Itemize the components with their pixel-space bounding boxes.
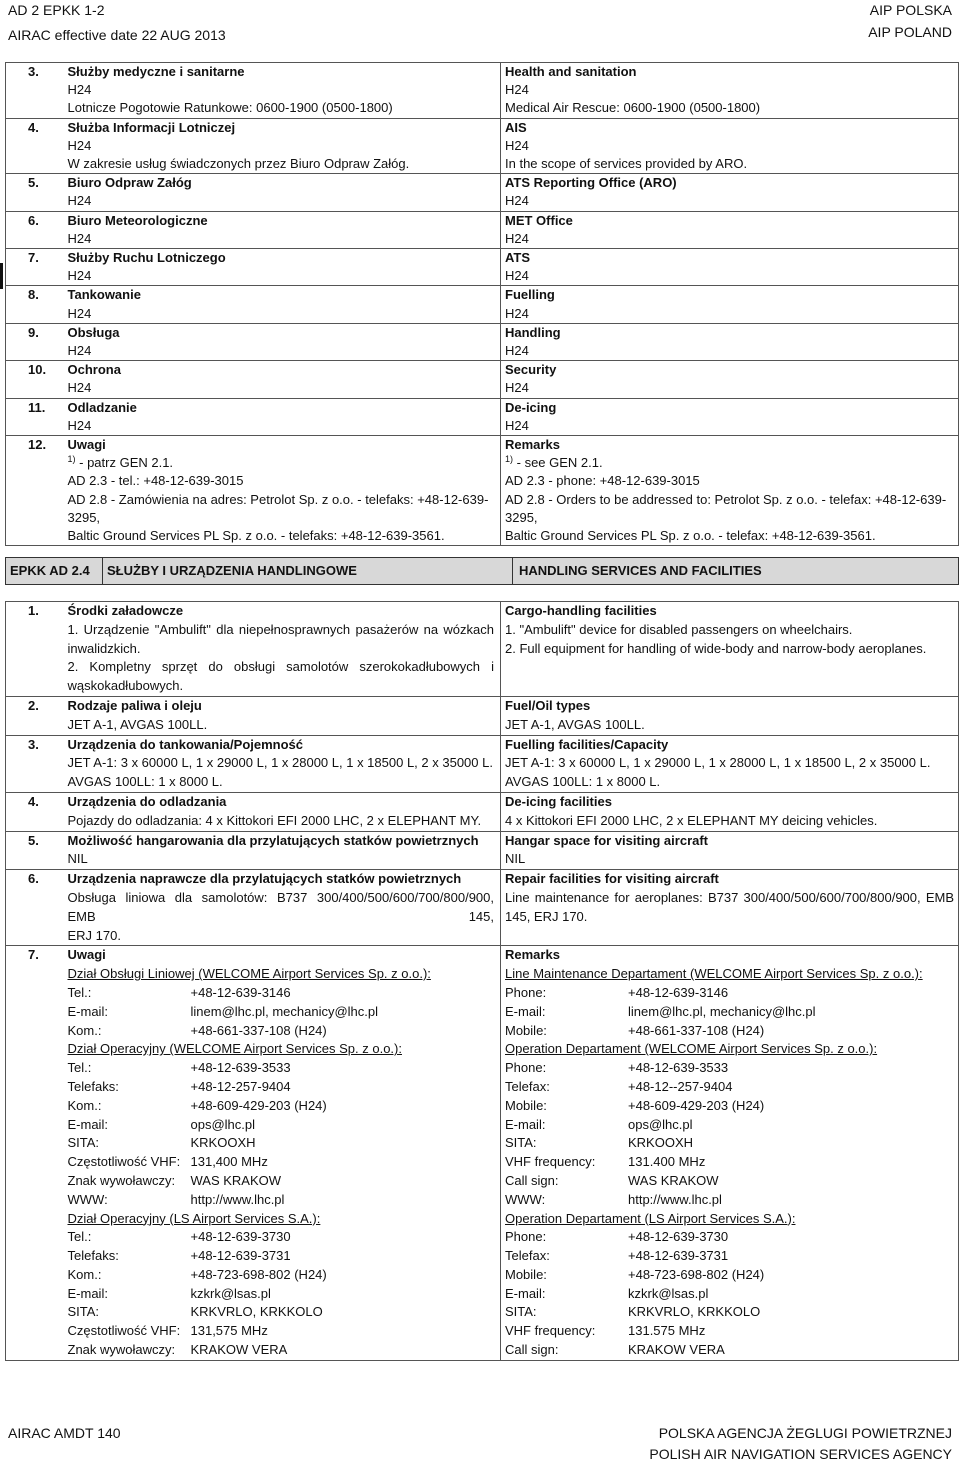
remarks-pl-title: Uwagi — [67, 437, 106, 453]
repair-pl-cell — [64, 870, 501, 946]
cargo-pl-line: wąskokadłubowych. — [67, 678, 184, 694]
service-en-line: H24 — [505, 268, 529, 284]
contact-value: linem@lhc.pl, mechanicy@lhc.pl — [628, 1003, 816, 1019]
contact-label: Tel.: — [67, 1060, 92, 1076]
contact-row — [505, 1172, 954, 1191]
service-en-cell — [501, 249, 959, 286]
row-number: 6. — [6, 870, 64, 946]
contact-value: KRAKOW VERA — [190, 1342, 288, 1358]
deicing-pl-cell — [64, 792, 501, 831]
table-row — [6, 211, 959, 248]
service-pl-title: Biuro Meteorologiczne — [67, 212, 208, 228]
operational-hours-body — [6, 63, 959, 436]
service-en-title: ATS Reporting Office (ARO) — [505, 175, 677, 191]
service-pl-title: Obsługa — [67, 324, 120, 340]
section-title-pl: SŁUŻBY I URZĄDZENIA HANDLINGOWE — [103, 558, 513, 584]
repair-pl-line: ERJ 170. — [67, 927, 121, 943]
contact-row — [505, 1285, 954, 1304]
contact-value: +48-12-639-3533 — [190, 1060, 291, 1076]
service-en-title: AIS — [505, 119, 527, 135]
repair-pl-line: Obsługa liniowa dla samolotów: B737 300/400/500/600/700/800/900, EMB 145, — [67, 889, 494, 924]
contact-label: E-mail: — [505, 1285, 546, 1301]
contact-label: Telefax: — [505, 1078, 550, 1094]
contact-group-heading: Line Maintenance Departament (WELCOME Airport Services Sp. z o.o.): — [505, 966, 923, 982]
remarks-pl-contacts-cell — [64, 946, 501, 1361]
contact-value: +48-609-429-203 (H24) — [190, 1097, 327, 1113]
contact-row — [505, 1247, 954, 1266]
contact-row — [505, 1303, 954, 1322]
hangar-en-title: Hangar space for visiting aircraft — [505, 832, 709, 848]
remarks-pl-line: AD 2.8 - Zamówienia na adres: Petrolot Sp. z o.o. - telefaks: +48-12-639-3295, — [67, 491, 489, 525]
amendment-change-bar — [0, 263, 3, 289]
contact-label: Phone: — [505, 1229, 547, 1245]
hangar-pl-title: Możliwość hangarowania dla przylatujących statków powietrznych — [67, 832, 479, 848]
service-pl-title: Służby medyczne i sanitarne — [67, 64, 245, 79]
hangar-en-line: NIL — [505, 851, 526, 867]
row-number: 7. — [6, 946, 64, 1361]
remarks-pl-line: Baltic Ground Services PL Sp. z o.o. - telefaks: +48-12-639-3561. — [67, 528, 445, 544]
service-en-line: H24 — [505, 82, 529, 98]
contact-label: E-mail: — [67, 1116, 108, 1132]
contact-label: E-mail: — [505, 1003, 546, 1019]
contact-value: +48-12-257-9404 — [190, 1078, 291, 1094]
service-pl-cell — [64, 211, 501, 248]
contact-value: http://www.lhc.pl — [628, 1191, 722, 1207]
contact-value: +48-12-639-3731 — [190, 1248, 291, 1264]
contact-value: KRAKOW VERA — [628, 1342, 725, 1358]
row-number: 4. — [6, 118, 64, 174]
contact-row — [505, 1078, 954, 1097]
contact-row — [68, 1022, 495, 1041]
service-en-cell — [501, 361, 959, 398]
contact-value: 131,575 MHz — [190, 1323, 268, 1339]
contact-group-heading: Dział Operacyjny (LS Airport Services S.A.): — [67, 1210, 321, 1226]
contact-label: Call sign: — [505, 1172, 559, 1188]
contact-value: +48-609-429-203 (H24) — [628, 1097, 765, 1113]
row-number: 11. — [6, 398, 64, 435]
fuelling-pl-line: JET A-1: 3 x 60000 L, 1 x 29000 L, 1 x 28000 L, 1 x 18500 L, 2 x 35000 L. — [67, 755, 493, 771]
contact-value: +48-723-698-802 (H24) — [628, 1266, 765, 1282]
contact-row — [68, 1322, 495, 1341]
service-en-cell — [501, 398, 959, 435]
deicing-pl-line: Pojazdy do odladzania: 4 x Kittokori EFI 2000 LHC, 2 x ELEPHANT MY. — [67, 812, 482, 828]
contact-row — [505, 1003, 954, 1022]
row-number: 4. — [6, 792, 64, 831]
contact-value: kzkrk@lsas.pl — [628, 1285, 709, 1301]
contact-label: Phone: — [505, 984, 547, 1000]
contact-row — [68, 1228, 495, 1247]
service-en-line: H24 — [505, 230, 529, 246]
contact-row — [68, 1303, 495, 1322]
contact-value: KRKVRLO, KRKKOLO — [190, 1304, 323, 1320]
contact-value: KRKOOXH — [628, 1135, 694, 1151]
service-en-line: H24 — [505, 417, 529, 433]
remarks-en-contacts-cell — [501, 946, 959, 1361]
contact-row — [68, 1266, 495, 1285]
service-en-title: ATS — [505, 250, 531, 266]
section-code: EPKK AD 2.4 — [6, 558, 103, 584]
deicing-pl-title: Urządzenia do odladzania — [67, 793, 227, 809]
row-number: 1. — [6, 602, 64, 697]
cargo-pl-line: 1. Urządzenie "Ambulift" dla niepełnosprawnych pasażerów na wózkach — [67, 621, 494, 637]
table-row — [6, 870, 959, 946]
contact-value: +48-12-639-3533 — [628, 1060, 729, 1076]
contact-label: WWW: — [505, 1191, 546, 1207]
fuelling-pl-title: Urządzenia do tankowania/Pojemność — [67, 736, 303, 752]
service-pl-line: H24 — [67, 193, 92, 209]
section-title-en: HANDLING SERVICES AND FACILITIES — [519, 563, 762, 578]
agency-name-pl: POLSKA AGENCJA ŻEGLUGI POWIETRZNEJ — [658, 1425, 952, 1441]
remarks-en-title: Remarks — [505, 437, 560, 453]
table-row — [6, 63, 959, 119]
contact-value: WAS KRAKOW — [190, 1172, 282, 1188]
cargo-pl-cell — [64, 602, 501, 697]
remarks-pl-cell — [64, 436, 501, 546]
row-number: 8. — [6, 286, 64, 323]
service-pl-cell — [64, 361, 501, 398]
contact-group-heading: Dział Operacyjny (WELCOME Airport Services Sp. z o.o.): — [67, 1041, 402, 1057]
row-number: 5. — [6, 174, 64, 211]
service-pl-title: Ochrona — [67, 362, 121, 378]
contact-row — [68, 1059, 495, 1078]
cargo-pl-title: Środki załadowcze — [67, 603, 184, 618]
agency-name-en: POLISH AIR NAVIGATION SERVICES AGENCY — [649, 1446, 952, 1461]
contact-label: Znak wywoławczy: — [67, 1342, 176, 1358]
fuel-types-pl-title: Rodzaje paliwa i oleju — [67, 697, 202, 713]
contact-label: Częstotliwość VHF: — [67, 1323, 181, 1339]
contact-label: WWW: — [67, 1191, 108, 1207]
fuelling-pl-line: AVGAS 100LL: 1 x 8000 L. — [67, 774, 223, 790]
service-en-cell — [501, 63, 959, 119]
section-heading-bar — [5, 557, 959, 585]
service-pl-cell — [64, 118, 501, 174]
contact-group-heading: Dział Obsługi Liniowej (WELCOME Airport Services Sp. z o.o.): — [67, 966, 431, 982]
table-row — [6, 946, 959, 1361]
contact-value: ops@lhc.pl — [628, 1116, 693, 1132]
contact-label: Kom.: — [67, 1266, 102, 1282]
table-row — [6, 735, 959, 792]
hangar-en-cell — [501, 831, 959, 870]
fuelling-pl-cell — [64, 735, 501, 792]
contact-row — [505, 1322, 954, 1341]
contact-value: WAS KRAKOW — [628, 1172, 719, 1188]
deicing-en-line: 4 x Kittokori EFI 2000 LHC, 2 x ELEPHANT MY deicing vehicles. — [505, 812, 878, 828]
note-text: - patrz GEN 2.1. — [75, 455, 174, 471]
table-row — [6, 323, 959, 360]
service-en-cell — [501, 118, 959, 174]
contact-label: E-mail: — [67, 1003, 108, 1019]
contact-value: KRKOOXH — [190, 1135, 256, 1151]
contact-label: Znak wywoławczy: — [67, 1172, 176, 1188]
service-pl-line: H24 — [67, 305, 92, 321]
remarks-en-line: AD 2.8 - Orders to be addressed to: Petrolot Sp. z o.o. - telefax: +48-12-639-3295, — [505, 491, 947, 525]
repair-en-line: Line maintenance for aeroplanes: B737 300/400/500/600/700/800/900, EMB — [505, 889, 954, 905]
contact-label: Tel.: — [67, 1229, 92, 1245]
contact-label: Tel.: — [67, 984, 92, 1000]
service-pl-line: W zakresie usług świadczonych przez Biuro Odpraw Załóg. — [67, 156, 410, 172]
cargo-pl-line: inwalidzkich. — [67, 640, 141, 656]
contact-label: Mobile: — [505, 1097, 547, 1113]
repair-en-line: 145, ERJ 170. — [505, 908, 588, 924]
contact-row — [505, 1266, 954, 1285]
service-en-cell — [501, 286, 959, 323]
contact-row — [68, 1134, 495, 1153]
handling-services-table — [5, 601, 959, 1361]
service-en-title: Health and sanitation — [505, 64, 637, 79]
contact-label: SITA: — [67, 1304, 100, 1320]
service-pl-line: H24 — [67, 82, 92, 98]
repair-en-cell — [501, 870, 959, 946]
airac-effective-date: AIRAC effective date 22 AUG 2013 — [8, 27, 226, 43]
contact-row — [68, 1285, 495, 1304]
row-number: 10. — [6, 361, 64, 398]
service-pl-line: Lotnicze Pogotowie Ratunkowe: 0600-1900 (0500-1800) — [67, 100, 393, 116]
deicing-en-title: De-icing facilities — [505, 793, 612, 809]
contact-row — [68, 984, 495, 1003]
remarks-en-line: Baltic Ground Services PL Sp. z o.o. - telefax: +48-12-639-3561. — [505, 528, 876, 544]
service-pl-title: Odladzanie — [67, 399, 137, 415]
table-row — [6, 696, 959, 735]
table-row — [6, 792, 959, 831]
contact-label: VHF frequency: — [505, 1154, 596, 1170]
cargo-pl-line: 2. Kompletny sprzęt do obsługi samolotów szerokokadłubowych i — [67, 659, 494, 675]
contact-value: KRKVRLO, KRKKOLO — [628, 1304, 761, 1320]
service-pl-title: Tankowanie — [67, 287, 141, 303]
service-pl-line: H24 — [67, 417, 92, 433]
service-en-line: H24 — [505, 137, 529, 153]
remarks-en-title: Remarks — [505, 947, 560, 963]
repair-pl-title: Urządzenia naprawcze dla przylatujących statków powietrznych — [67, 871, 462, 887]
fuel-types-pl-cell — [64, 696, 501, 735]
service-en-line: H24 — [505, 380, 529, 396]
service-pl-cell — [64, 249, 501, 286]
contact-label: Kom.: — [67, 1097, 102, 1113]
contact-row — [505, 1191, 954, 1210]
contact-row — [505, 1341, 954, 1360]
contact-row — [68, 1172, 495, 1191]
service-en-title: MET Office — [505, 212, 573, 228]
remarks-pl-line: AD 2.3 - tel.: +48-12-639-3015 — [67, 473, 244, 489]
fuelling-en-line: JET A-1: 3 x 60000 L, 1 x 29000 L, 1 x 28000 L, 1 x 18500 L, 2 x 35000 L. — [505, 755, 931, 771]
contact-value: +48-12--257-9404 — [628, 1078, 733, 1094]
table-row — [6, 361, 959, 398]
contact-label: Telefaks: — [67, 1078, 119, 1094]
contact-row — [505, 984, 954, 1003]
aip-title-en: AIP POLAND — [868, 24, 952, 40]
table-row — [6, 249, 959, 286]
fuel-types-en-line: JET A-1, AVGAS 100LL. — [505, 716, 645, 732]
contact-row — [68, 1097, 495, 1116]
contact-label: Kom.: — [67, 1022, 102, 1038]
contact-group-heading: Operation Departament (LS Airport Services S.A.): — [505, 1210, 796, 1226]
row-number: 2. — [6, 696, 64, 735]
row-number: 7. — [6, 249, 64, 286]
service-en-line: H24 — [505, 193, 529, 209]
contact-row — [68, 1191, 495, 1210]
airac-amendment-number: AIRAC AMDT 140 — [8, 1425, 121, 1441]
contact-value: +48-12-639-3730 — [190, 1229, 291, 1245]
row-number: 6. — [6, 211, 64, 248]
service-en-cell — [501, 323, 959, 360]
contact-label: Call sign: — [505, 1342, 559, 1358]
table-row — [6, 174, 959, 211]
contact-value: ops@lhc.pl — [190, 1116, 256, 1132]
service-pl-cell — [64, 63, 501, 119]
service-pl-line: H24 — [67, 380, 92, 396]
table-row — [6, 398, 959, 435]
service-en-line: In the scope of services provided by ARO. — [505, 156, 748, 172]
doc-page-id: AD 2 EPKK 1-2 — [8, 2, 105, 18]
cargo-en-cell — [501, 602, 959, 697]
contact-row — [505, 1153, 954, 1172]
table-row — [6, 602, 959, 697]
cargo-en-line: 2. Full equipment for handling of wide-body and narrow-body aeroplanes. — [505, 640, 927, 656]
contact-row — [68, 1078, 495, 1097]
contact-value: +48-12-639-3730 — [628, 1229, 729, 1245]
service-en-title: Handling — [505, 324, 561, 340]
remarks-en-note — [505, 454, 954, 472]
service-en-line: Medical Air Rescue: 0600-1900 (0500-1800) — [505, 100, 761, 116]
remarks-en-line: AD 2.3 - phone: +48-12-639-3015 — [505, 473, 700, 489]
hangar-pl-line: NIL — [67, 851, 88, 867]
contact-label: Telefaks: — [67, 1248, 119, 1264]
service-pl-line: H24 — [67, 268, 92, 284]
row-number: 5. — [6, 831, 64, 870]
fuelling-en-title: Fuelling facilities/Capacity — [505, 736, 669, 752]
remarks-en-cell — [501, 436, 959, 546]
cargo-en-line: 1. "Ambulift" device for disabled passengers on wheelchairs. — [505, 621, 853, 637]
row-number: 3. — [6, 735, 64, 792]
contact-row — [68, 1153, 495, 1172]
contact-label: Telefax: — [505, 1248, 550, 1264]
fuel-types-en-title: Fuel/Oil types — [505, 697, 591, 713]
page-header — [0, 0, 960, 50]
fuel-types-en-cell — [501, 696, 959, 735]
service-pl-title: Służby Ruchu Lotniczego — [67, 250, 226, 266]
contact-value: linem@lhc.pl, mechanicy@lhc.pl — [190, 1003, 379, 1019]
service-en-line: H24 — [505, 343, 529, 359]
contact-row — [68, 1116, 495, 1135]
deicing-en-cell — [501, 792, 959, 831]
contact-label: Phone: — [505, 1060, 547, 1076]
contact-label: SITA: — [505, 1304, 537, 1320]
contact-label: VHF frequency: — [505, 1323, 596, 1339]
remarks-pl-note — [68, 454, 495, 472]
contact-value: kzkrk@lsas.pl — [190, 1285, 271, 1301]
contact-row — [68, 1003, 495, 1022]
service-en-title: De-icing — [505, 399, 557, 415]
contact-label: Mobile: — [505, 1022, 547, 1038]
contact-label: E-mail: — [67, 1285, 108, 1301]
contact-value: +48-12-639-3731 — [628, 1248, 729, 1264]
aip-title-pl: AIP POLSKA — [869, 2, 952, 18]
service-pl-title: Biuro Odpraw Załóg — [67, 175, 192, 191]
service-pl-title: Służba Informacji Lotniczej — [67, 119, 236, 135]
contact-value: +48-661-337-108 (H24) — [628, 1022, 765, 1038]
service-pl-cell — [64, 286, 501, 323]
service-en-title: Security — [505, 362, 557, 378]
service-pl-cell — [64, 323, 501, 360]
table-row — [6, 831, 959, 870]
service-pl-cell — [64, 398, 501, 435]
remarks-pl-title: Uwagi — [67, 947, 106, 963]
footnote-marker: 1) — [505, 454, 514, 465]
contact-row — [505, 1116, 954, 1135]
service-pl-line: H24 — [67, 137, 92, 153]
contact-value: 131.575 MHz — [628, 1323, 706, 1339]
contact-group-heading: Operation Departament (WELCOME Airport Services Sp. z o.o.): — [505, 1041, 878, 1057]
service-pl-cell — [64, 174, 501, 211]
contact-label: SITA: — [505, 1135, 537, 1151]
fuel-types-pl-line: JET A-1, AVGAS 100LL. — [67, 716, 208, 732]
table-row — [6, 436, 959, 546]
note-text: - see GEN 2.1. — [513, 455, 603, 471]
row-number: 9. — [6, 323, 64, 360]
contact-row — [68, 1341, 495, 1360]
contact-value: +48-723-698-802 (H24) — [190, 1266, 327, 1282]
contact-row — [505, 1228, 954, 1247]
contact-value: 131,400 MHz — [190, 1154, 268, 1170]
service-en-cell — [501, 211, 959, 248]
contact-label: Mobile: — [505, 1266, 547, 1282]
service-en-title: Fuelling — [505, 287, 555, 303]
table-row — [6, 286, 959, 323]
service-en-cell — [501, 174, 959, 211]
footnote-marker: 1) — [67, 454, 76, 465]
contact-value: http://www.lhc.pl — [190, 1191, 285, 1207]
contact-row — [505, 1022, 954, 1041]
repair-en-title: Repair facilities for visiting aircraft — [505, 871, 719, 887]
row-number: 12. — [6, 436, 64, 546]
service-pl-line: H24 — [67, 230, 92, 246]
contact-value: 131.400 MHz — [628, 1154, 706, 1170]
contact-row — [505, 1134, 954, 1153]
contact-row — [505, 1059, 954, 1078]
row-number: 3. — [6, 63, 64, 119]
operational-hours-table — [5, 62, 959, 546]
table-row — [6, 118, 959, 174]
fuelling-en-line: AVGAS 100LL: 1 x 8000 L. — [505, 774, 661, 790]
contact-value: +48-12-639-3146 — [190, 984, 291, 1000]
cargo-en-title: Cargo-handling facilities — [505, 603, 657, 618]
service-pl-line: H24 — [67, 343, 92, 359]
contact-value: +48-12-639-3146 — [628, 984, 729, 1000]
contact-value: +48-661-337-108 (H24) — [190, 1022, 327, 1038]
contact-label: Częstotliwość VHF: — [67, 1154, 181, 1170]
contact-row — [68, 1247, 495, 1266]
contact-label: E-mail: — [505, 1116, 546, 1132]
remarks-12-body — [6, 436, 959, 546]
hangar-pl-cell — [64, 831, 501, 870]
service-en-line: H24 — [505, 305, 529, 321]
contact-label: SITA: — [67, 1135, 100, 1151]
fuelling-en-cell — [501, 735, 959, 792]
contact-row — [505, 1097, 954, 1116]
